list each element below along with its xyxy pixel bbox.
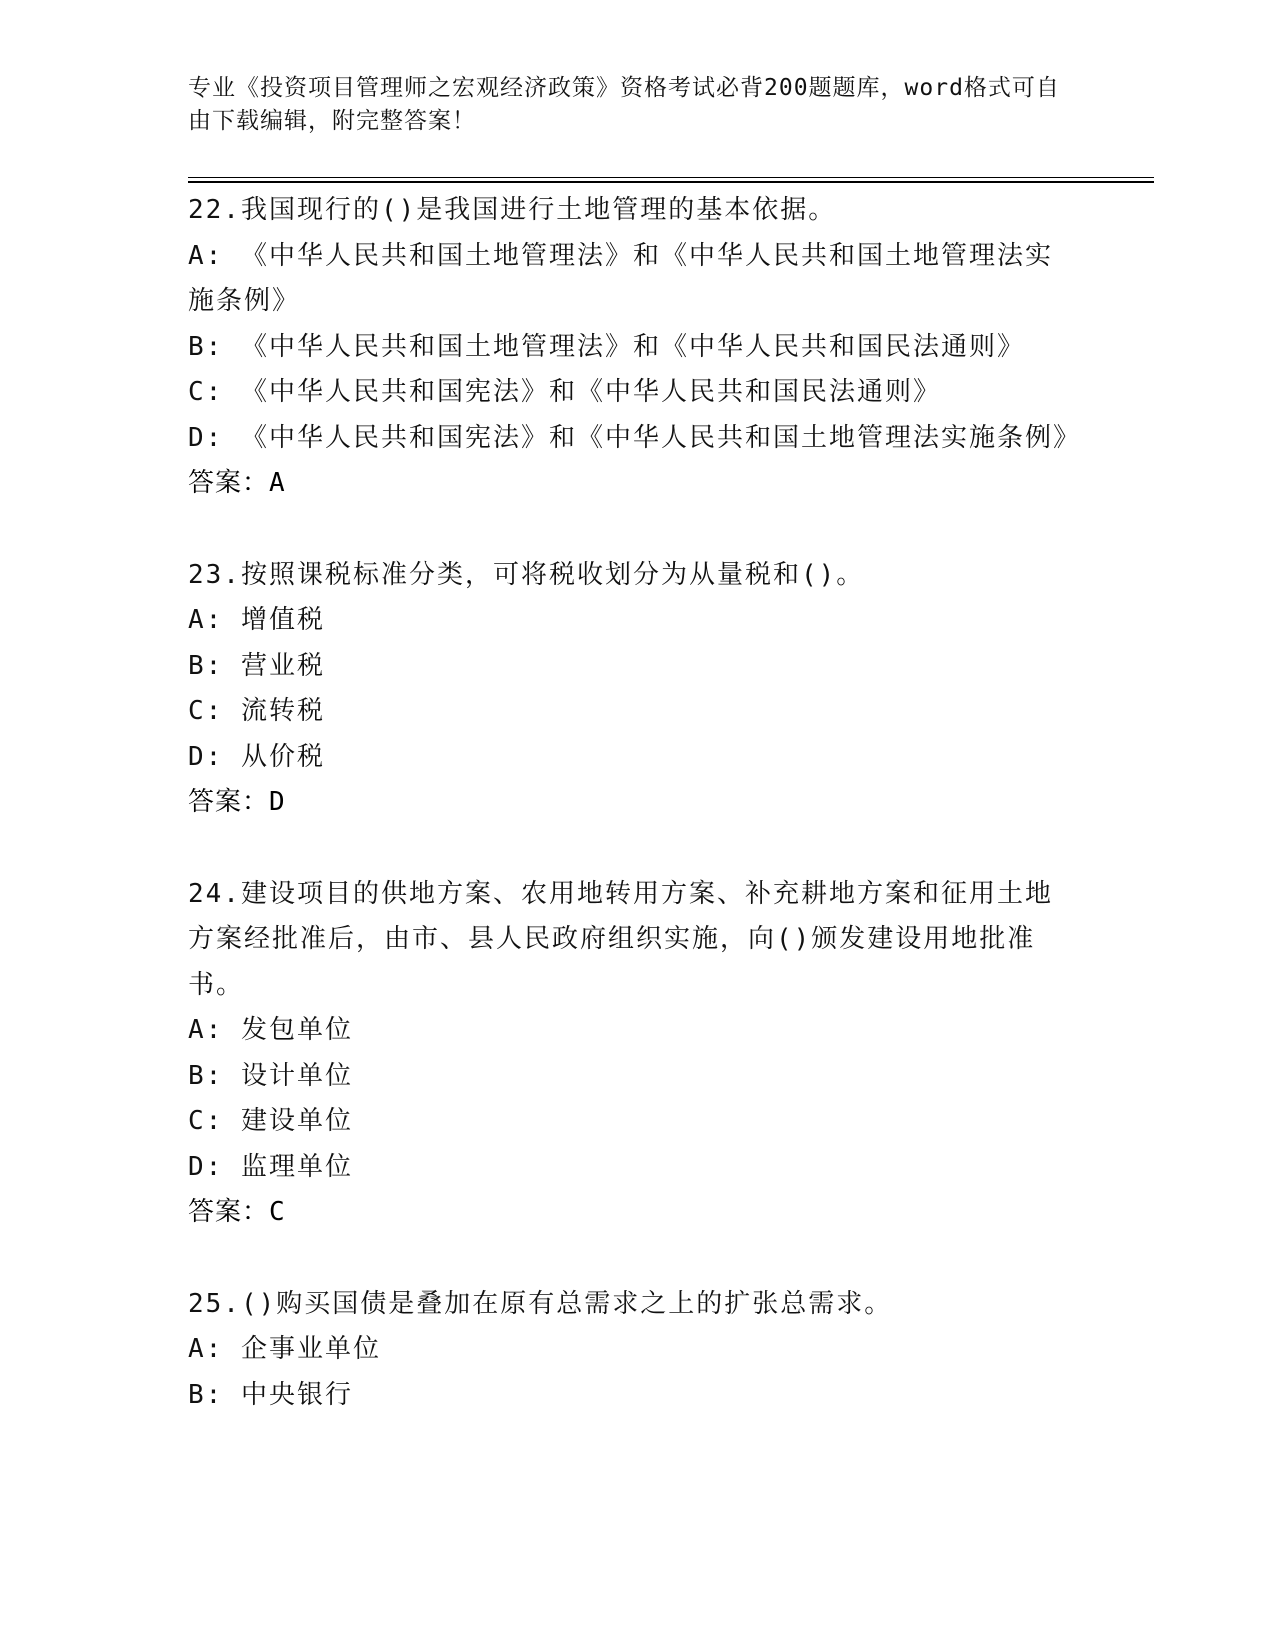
option-a: A: 发包单位 xyxy=(188,1015,353,1045)
option-c: C: 《中华人民共和国宪法》和《中华人民共和国民法通则》 xyxy=(188,377,941,407)
option-a: A: 《中华人民共和国土地管理法》和《中华人民共和国土地管理法实施条例》 xyxy=(188,240,1053,316)
answer-value: C xyxy=(269,1197,286,1227)
answer-line xyxy=(188,1190,1068,1236)
answer-line xyxy=(188,780,1068,826)
option-d: D: 从价税 xyxy=(188,741,325,772)
question-stem: 23.按照课税标准分类，可将税收划分为从量税和()。 xyxy=(188,559,865,590)
option-a: A: 企事业单位 xyxy=(188,1334,381,1364)
question-23 xyxy=(188,553,1068,826)
option-a: A: 增值税 xyxy=(188,605,325,635)
option-c: C: 建设单位 xyxy=(188,1106,353,1136)
header-divider-thick xyxy=(188,181,1154,183)
answer-line xyxy=(188,461,1068,507)
answer-label: 答案： xyxy=(188,468,270,498)
answer-label: 答案： xyxy=(188,787,270,817)
answer-label: 答案： xyxy=(188,1197,270,1227)
question-24 xyxy=(188,872,1068,1236)
answer-value: A xyxy=(269,468,286,498)
option-b: B: 营业税 xyxy=(188,650,325,681)
question-stem: 22.我国现行的()是我国进行土地管理的基本依据。 xyxy=(188,195,837,225)
question-25 xyxy=(188,1282,1068,1419)
option-d: D: 监理单位 xyxy=(188,1151,353,1182)
header-divider-thin xyxy=(188,177,1154,178)
option-b: B: 《中华人民共和国土地管理法》和《中华人民共和国民法通则》 xyxy=(188,331,1025,362)
document-header: 专业《投资项目管理师之宏观经济政策》资格考试必背200题题库，word格式可自由下载编辑，附完整答案！ xyxy=(188,75,1060,134)
option-d: D: 《中华人民共和国宪法》和《中华人民共和国土地管理法实施条例》 xyxy=(188,422,1081,453)
question-22 xyxy=(188,188,1081,507)
question-stem: 24.建设项目的供地方案、农用地转用方案、补充耕地方案和征用土地方案经批准后，由市、县人民政府组织实施，向()颁发建设用地批准书。 xyxy=(188,878,1053,1000)
answer-value: D xyxy=(269,787,286,817)
option-b: B: 中央银行 xyxy=(188,1379,353,1410)
question-list xyxy=(188,188,1081,1464)
option-b: B: 设计单位 xyxy=(188,1060,353,1091)
question-stem: 25.()购买国债是叠加在原有总需求之上的扩张总需求。 xyxy=(188,1288,893,1319)
option-c: C: 流转税 xyxy=(188,696,325,726)
